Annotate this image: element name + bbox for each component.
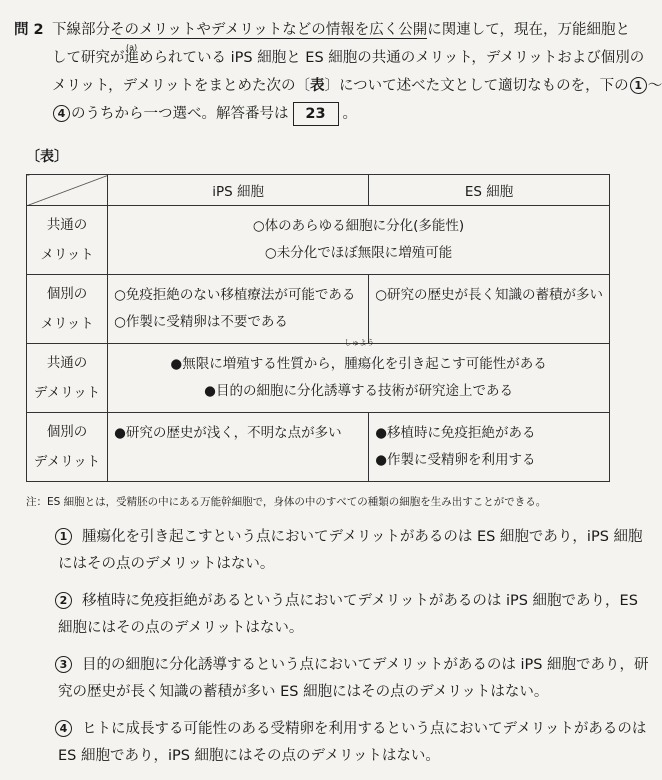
circled-number-icon: 1 bbox=[55, 528, 72, 545]
underline-reference-mark: (a) bbox=[126, 43, 138, 52]
row-header-individual-demerit: 個別の デメリット bbox=[27, 413, 108, 482]
table-row bbox=[27, 344, 610, 413]
ips-demerit-cell: ●研究の歴史が浅く，不明な点が多い bbox=[108, 413, 369, 482]
option-3[interactable]: 3 目的の細胞に分化誘導するという点においてデメリットがあるのは iPS 細胞であり，研 究の歴史が長く知識の蓄積が多い ES 細胞にはその点のデメリットはない。 bbox=[54, 652, 634, 706]
column-header-ips: iPS 細胞 bbox=[108, 175, 369, 206]
column-header-es: ES 細胞 bbox=[369, 175, 610, 206]
option-2[interactable]: 2 移植時に免疫拒絶があるという点においてデメリットがあるのは iPS 細胞であり，ES 細胞にはその点のデメリットはない。 bbox=[54, 588, 634, 642]
table-row bbox=[27, 275, 610, 344]
answer-number-box: 23 bbox=[293, 102, 339, 126]
question-line-3: メリット，デメリットをまとめた次の〔表〕について述べた文として適切なものを，下の 1 ～ bbox=[52, 78, 662, 94]
row-header-common-demerit: 共通の デメリット bbox=[27, 344, 108, 413]
circled-number-icon: 1 bbox=[630, 77, 647, 94]
row-header-individual-merit: 個別の メリット bbox=[27, 275, 108, 344]
underlined-phrase: そのメリットやデメリットなどの情報を広く公開 bbox=[110, 22, 428, 38]
option-4[interactable]: 4 ヒトに成長する可能性のある受精卵を利用するという点においてデメリットがあるのは ES 細胞であり，iPS 細胞にはその点のデメリットはない。 bbox=[54, 716, 634, 770]
question-line-1: 問 2 下線部分そのメリットやデメリットなどの情報を広く公開に関連して，現在，万能細胞と bbox=[14, 16, 626, 44]
table-header-row bbox=[27, 175, 610, 206]
question-line-4: 4 のうちから一つ選べ。解答番号は 23 。 bbox=[14, 100, 626, 128]
es-demerit-cell: ●移植時に免疫拒絶がある ●作製に受精卵を利用する bbox=[369, 413, 610, 482]
comparison-table bbox=[26, 174, 610, 482]
ruby-word: しゅよう 腫瘍 bbox=[344, 338, 375, 372]
question-number: 問 2 bbox=[14, 22, 44, 38]
table-footnote: 注：ES 細胞とは，受精胚の中にある万能幹細胞で，身体の中のすべての種類の細胞を生み出すことができる。 bbox=[26, 496, 547, 508]
common-demerit-cell: ●無限に増殖する性質から， しゅよう 腫瘍化を引き起こす可能性がある ●目的の細胞に分化誘導する技術が研究途上である bbox=[108, 344, 610, 413]
circled-number-icon: 2 bbox=[55, 592, 72, 609]
question-line-2: して研究が進められている iPS 細胞と ES 細胞の共通のメリット，デメリットおよび個別の bbox=[52, 50, 645, 66]
option-1[interactable]: 1 腫瘍化を引き起こすという点においてデメリットがあるのは ES 細胞であり，iPS 細胞 にはその点のデメリットはない。 bbox=[54, 524, 634, 578]
row-header-common-merit: 共通の メリット bbox=[27, 206, 108, 275]
circled-number-icon: 4 bbox=[53, 105, 70, 122]
diagonal-corner-cell bbox=[27, 175, 108, 206]
common-merit-cell: ○体のあらゆる細胞に分化(多能性) ○未分化でほぼ無限に増殖可能 bbox=[108, 206, 610, 275]
table-row bbox=[27, 413, 610, 482]
es-merit-cell: ○研究の歴史が長く知識の蓄積が多い bbox=[369, 275, 610, 344]
ips-merit-cell: ○免疫拒絶のない移植療法が可能である ○作製に受精卵は不要である bbox=[108, 275, 369, 344]
circled-number-icon: 3 bbox=[55, 656, 72, 673]
question-text bbox=[14, 16, 662, 128]
table-row bbox=[27, 206, 610, 275]
table-label: 〔表〕 bbox=[26, 149, 68, 165]
circled-number-icon: 4 bbox=[55, 720, 72, 737]
answer-options bbox=[54, 524, 649, 780]
